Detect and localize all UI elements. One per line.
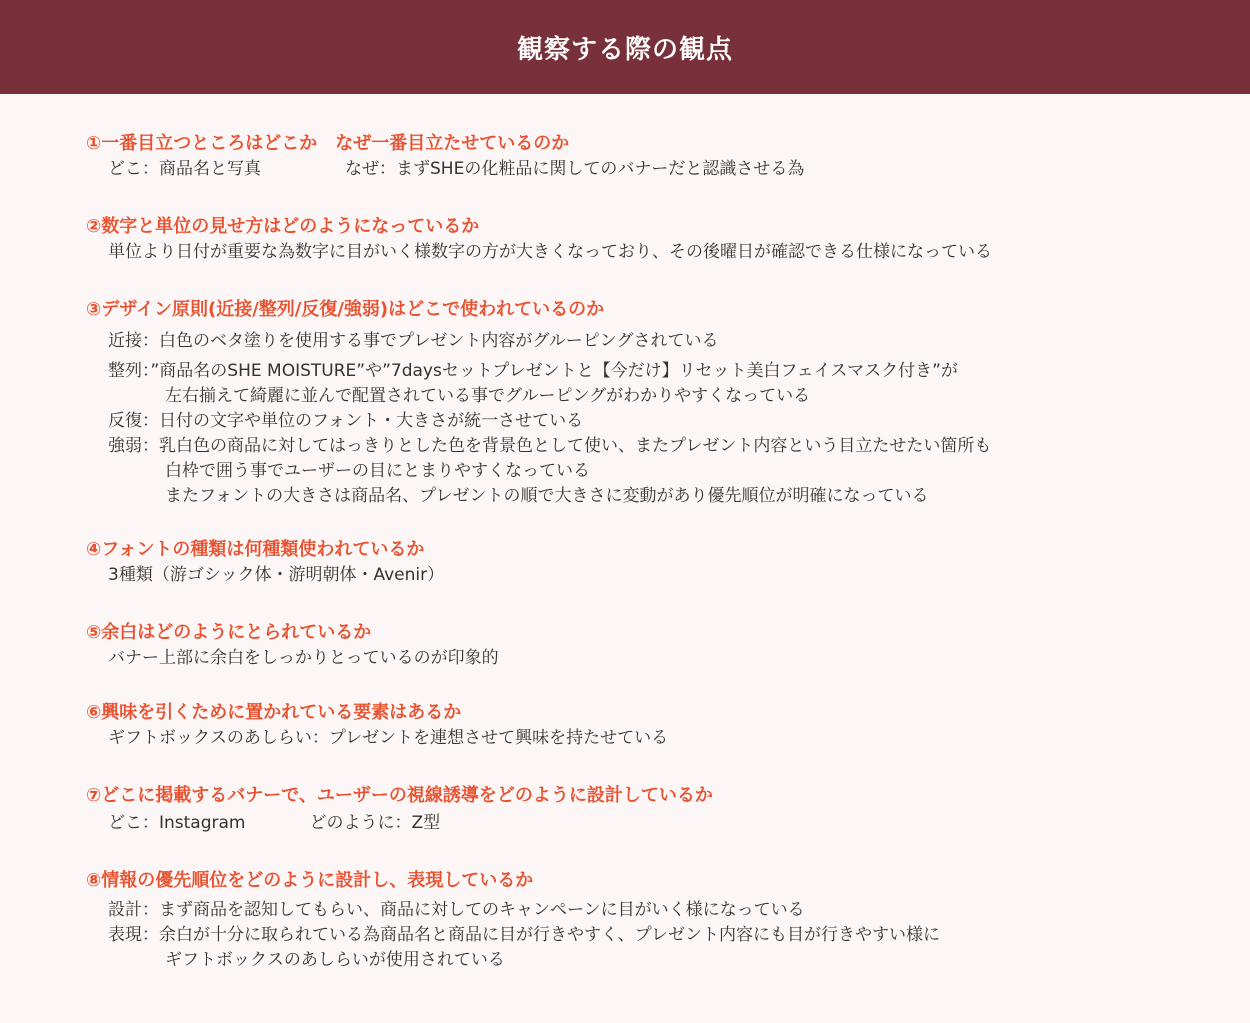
section-5-line-1: バナー上部に余白をしっかりとっているのが印象的 [108,648,499,668]
section-2-line-1: 単位より日付が重要な為数字に目がいく様数字の方が大きくなっており、その後曜日が確認できる仕様になっている [108,242,992,262]
section-7-where: どこ：Instagram [108,813,246,833]
section-4-line-1: 3種類（游ゴシック体・游明朝体・Avenir） [108,565,445,585]
section-3-contrast: 強弱：乳白色の商品に対してはっきりとした色を背景色として使い、またプレゼント内容という目立たせたい箇所も [108,436,992,456]
section-5-title: ⑤余白はどのようにとられているか [86,622,372,643]
section-3-repetition: 反復：日付の文字や単位のフォント・大きさが統一させている [108,411,584,431]
section-3-alignment: 整列：”商品名のSHE MOISTURE”や”7daysセットプレゼントと【今だけ】リセット美白フェイスマスク付き”が [108,361,958,381]
section-3-title: ③デザイン原則(近接/整列/反復/強弱)はどこで使われているのか [86,299,605,320]
section-1 [86,131,1186,182]
section-8 [86,868,1186,973]
section-2-title: ②数字と単位の見せ方はどのようになっているか [86,216,480,237]
section-6 [86,700,1186,751]
section-4 [86,537,1186,588]
section-7-title: ⑦どこに掲載するバナーで、ユーザーの視線誘導をどのように設計しているか [86,785,713,806]
section-3-proximity: 近接：白色のベタ塗りを使用する事でプレゼント内容がグルーピングされている [108,331,719,351]
section-5 [86,620,1186,671]
section-7-how: どのように：Z型 [309,813,441,833]
section-8-title: ⑧情報の優先順位をどのように設計し、表現しているか [86,870,534,891]
section-1-body [86,157,1186,182]
section-1-why: なぜ：まずSHEの化粧品に関してのバナーだと認識させる為 [345,159,805,179]
section-4-title: ④フォントの種類は何種類使われているか [86,539,425,560]
section-7 [86,783,1186,836]
section-3-contrast-cont-1: 白枠で囲う事でユーザーの目にとまりやすくなっている [165,461,590,481]
section-8-design: 設計：まず商品を認知してもらい、商品に対してのキャンペーンに目がいく様になっている [108,900,805,920]
header-bar [0,0,1250,94]
section-6-line-1: ギフトボックスのあしらい：プレゼントを連想させて興味を持たせている [108,728,669,748]
page-title: 観察する際の観点 [516,34,733,65]
section-2 [86,214,1186,265]
section-1-title: ①一番目立つところはどこか なぜ一番目立たせているのか [86,133,570,154]
section-7-body [86,811,1186,836]
section-3 [86,297,1186,509]
section-1-where: どこ：商品名と写真 [108,159,261,179]
section-6-title: ⑥興味を引くために置かれている要素はあるか [86,702,462,723]
section-8-expression-cont: ギフトボックスのあしらいが使用されている [165,950,505,970]
section-3-alignment-cont: 左右揃えて綺麗に並んで配置されている事でグルーピングがわかりやすくなっている [165,386,811,406]
section-8-expression: 表現：余白が十分に取られている為商品名と商品に目が行きやすく、プレゼント内容にも目が行きやすい様に [108,925,940,945]
section-3-contrast-cont-2: またフォントの大きさは商品名、プレゼントの順で大きさに変動があり優先順位が明確になっている [165,486,929,506]
